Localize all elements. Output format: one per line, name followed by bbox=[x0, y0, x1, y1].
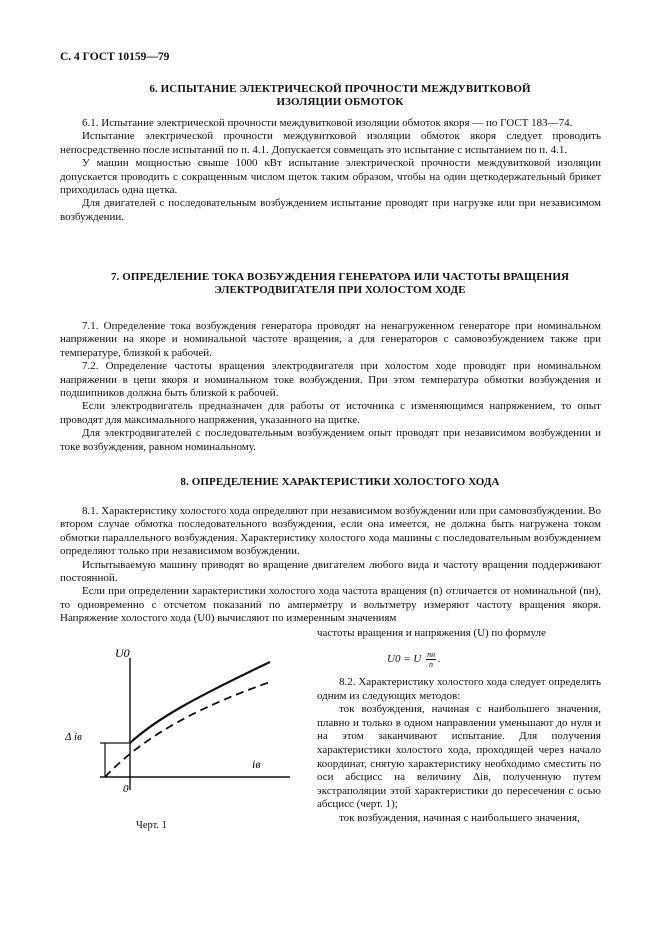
figure-caption: Черт. 1 bbox=[136, 820, 167, 831]
delta-label: Δ iв bbox=[65, 731, 82, 743]
paragraph: ток возбуждения, начиная с наибольшего значения, bbox=[339, 811, 580, 824]
no-load-characteristic-figure bbox=[60, 640, 310, 815]
paragraph: У машин мощностью свыше 1000 кВт испытание электрической прочности междувитковой изоляции допускается проводить с сокращенным числом щеток таким образом, чтобы на один щеткодержательный брикет приходилась одна щетка. bbox=[60, 157, 601, 197]
formula-lead-in: частоты вращения и напряжения (U) по формуле bbox=[317, 627, 546, 639]
paragraph: Если при определении характеристики холостого хода частота вращения (n) отличается от номинальной (nн), то одновременно с отсчетом показаний по амперметру и вольтметру измеряют частоту вращения якоря. Напряжение холостого хода (U0) вычисляют по измеренным значениям bbox=[60, 585, 601, 625]
formula-denominator: n bbox=[429, 660, 434, 669]
paragraph: 8.2. Характеристику холостого хода следует определять одним из следующих методов: bbox=[317, 676, 601, 702]
section-7-body bbox=[60, 320, 601, 454]
section-6-body bbox=[60, 117, 601, 224]
paragraph: Для двигателей с последовательным возбуждением испытание проводят при нагрузке или при независимом возбуждении. bbox=[60, 197, 601, 223]
section-6-title-line1: 6. ИСПЫТАНИЕ ЭЛЕКТРИЧЕСКОЙ ПРОЧНОСТИ МЕЖДУВИТКОВОЙ bbox=[149, 83, 531, 95]
paragraph: 8.1. Характеристику холостого хода определяют при независимом возбуждении или при самовозбуждении. Во втором случае обмотка последовательного возбуждения, если она имеется, не должна быть нагружена током обмотки параллельного возбуждения. Характеристику холостого хода машины с последовательным возбуждением определяют только при независимом возбуждении. bbox=[60, 505, 601, 558]
section-6-title-line2: ИЗОЛЯЦИИ ОБМОТОК bbox=[276, 96, 404, 108]
no-load-voltage-formula bbox=[387, 650, 441, 669]
paragraph: Для электродвигателей с последовательным возбуждением опыт проводят при независимом возбуждении и токе возбуждения, равном номинальному. bbox=[60, 427, 601, 453]
paragraph: 7.1. Определение тока возбуждения генератора проводят на ненагруженном генераторе при номинальном напряжении на якоре и номинальной частоте вращения, а для генераторов с самовозбуждением также при температуре, близкой к рабочей. bbox=[60, 320, 601, 359]
formula-period: . bbox=[438, 653, 441, 666]
section-6-title bbox=[60, 83, 620, 109]
section-7-title-line2: ЭЛЕКТРОДВИГАТЕЛЯ ПРИ ХОЛОСТОМ ХОДЕ bbox=[214, 284, 466, 296]
paragraph: Испытываемую машину приводят во вращение двигателем любого вида и частоту вращения поддерживают постоянной. bbox=[60, 558, 601, 585]
section-7-title-line1: 7. ОПРЕДЕЛЕНИЕ ТОКА ВОЗБУЖДЕНИЯ ГЕНЕРАТОРА ИЛИ ЧАСТОТЫ ВРАЩЕНИЯ bbox=[110, 271, 570, 283]
origin-label: 0 bbox=[123, 783, 129, 795]
section-8-right-column bbox=[317, 676, 601, 826]
paragraph: ток возбуждения, начиная с наибольшего значения, плавно и только в одном направлении уменьшают до нуля и на этом заканчивают испытание. Для получения характеристики холостого хода, проходящей через начало координат, снятую характеристику необходимо сместить по оси абсцисс на величину Δiв, полученную путем экстраполяции этой характеристики до пересечения с осью абсцисс (черт. 1); bbox=[317, 703, 601, 811]
page-header: С. 4 ГОСТ 10159—79 bbox=[60, 51, 170, 63]
paragraph: 6.1. Испытание электрической прочности междувитковой изоляции обмоток якоря — по ГОСТ 183—74. bbox=[82, 117, 573, 129]
paragraph: Если электродвигатель предназначен для работы от источника с изменяющимся напряжением, то опыт проводят для максимального напряжения, указанного на щитке. bbox=[60, 400, 601, 426]
paragraph: 7.2. Определение частоты вращения электродвигателя при холостом ходе проводят при номинальном напряжении в цепи якоря и номинальном токе возбуждения. При этом температура обмотки возбуждения и подшипников должна быть близкой к рабочей. bbox=[60, 360, 601, 400]
section-8-title: 8. ОПРЕДЕЛЕНИЕ ХАРАКТЕРИСТИКИ ХОЛОСТОГО ХОДА bbox=[180, 476, 500, 488]
section-8-body bbox=[60, 505, 601, 626]
y-axis-label: U0 bbox=[115, 646, 130, 660]
formula-lhs: U0 = U bbox=[387, 653, 422, 666]
formula-fraction bbox=[426, 650, 436, 669]
measured-characteristic-curve bbox=[130, 662, 270, 743]
section-7-title bbox=[60, 271, 620, 297]
x-axis-label: iв bbox=[252, 757, 261, 771]
paragraph: Испытание электрической прочности междувитковой изоляции обмоток якоря следует проводить непосредственно после испытаний по п. 4.1. Допускается совмещать это испытание с испытанием по п. 4.1. bbox=[60, 130, 601, 156]
formula-numerator: nн bbox=[427, 650, 436, 659]
